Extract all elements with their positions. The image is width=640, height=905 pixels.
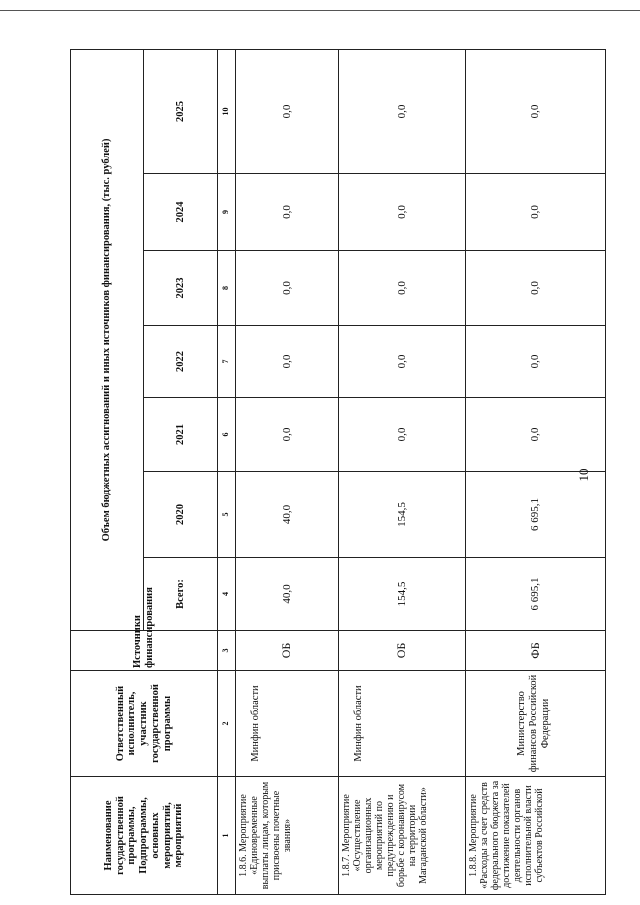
top-rule [0,10,640,11]
column-number: 6 [218,398,236,472]
header-year: 2025 [144,49,218,173]
header-year: 2021 [144,398,218,472]
row-value: 40,0 [236,472,339,558]
header-name: Наименование государственной программы, Подпрограммы, основных мероприятий, мероприятий [71,777,218,895]
header-responsible: Ответственный исполнитель, участник государственной программы [71,671,218,777]
column-number: 4 [218,558,236,631]
row-value: 0,0 [466,174,606,251]
header-year: 2022 [144,326,218,398]
header-year: 2024 [144,174,218,251]
row-name-cell [466,777,606,895]
row-value: 0,0 [339,398,466,472]
row-total: 40,0 [236,558,339,631]
row-value: 0,0 [339,326,466,398]
row-name: 1.8.7. Мероприятие «Осуществление организационных мероприятий по предупреждению и борьбе с коронавирусом на территории Магаданской области» [341,783,429,888]
row-value: 0,0 [339,49,466,173]
column-number: 8 [218,251,236,326]
header-source: Источники финансирования [71,631,218,671]
column-number: 10 [218,49,236,173]
row-name: 1.8.8. Мероприятие «Расходы за счет средств федерального бюджета за достижение показателей деятельности органов исполнительной власти субъектов Российской [468,780,545,891]
row-value: 0,0 [339,174,466,251]
row-value: 0,0 [466,398,606,472]
row-value: 0,0 [236,49,339,173]
row-value: 0,0 [339,251,466,326]
header-funding-group: Объем бюджетных ассигнований и иных источников финансирования, (тыс. рублей) [71,49,144,630]
row-value: 0,0 [466,326,606,398]
row-value: 0,0 [236,398,339,472]
column-number: 3 [218,631,236,671]
funding-table [70,49,606,895]
row-responsible: Минфин области [339,671,466,777]
row-value: 0,0 [466,49,606,173]
header-total: Всего: [144,558,218,631]
row-value: 0,0 [466,251,606,326]
row-value: 0,0 [236,251,339,326]
column-number: 7 [218,326,236,398]
row-source: ФБ [466,631,606,671]
rotated-page [70,50,591,895]
table-row [339,49,466,894]
column-number: 9 [218,174,236,251]
row-source: ОБ [339,631,466,671]
row-value: 0,0 [236,326,339,398]
row-value: 0,0 [236,174,339,251]
row-total: 6 695,1 [466,558,606,631]
row-responsible: Минфин области [236,671,339,777]
column-number: 5 [218,472,236,558]
column-number: 1 [218,777,236,895]
header-year: 2020 [144,472,218,558]
row-name-cell [236,777,339,895]
row-source: ОБ [236,631,339,671]
column-number: 2 [218,671,236,777]
page-number: 10 [576,468,591,482]
row-responsible: Министерство финансов Российской Федерации [466,671,606,777]
header-year: 2023 [144,251,218,326]
row-total: 154,5 [339,558,466,631]
row-value: 6 695,1 [466,472,606,558]
row-name: 1.8.6. Мероприятие «Единовременные выплаты лицам, которым присвоены почетные звания» [238,781,293,890]
table-row [236,49,339,894]
row-value: 154,5 [339,472,466,558]
row-name-cell [339,777,466,895]
